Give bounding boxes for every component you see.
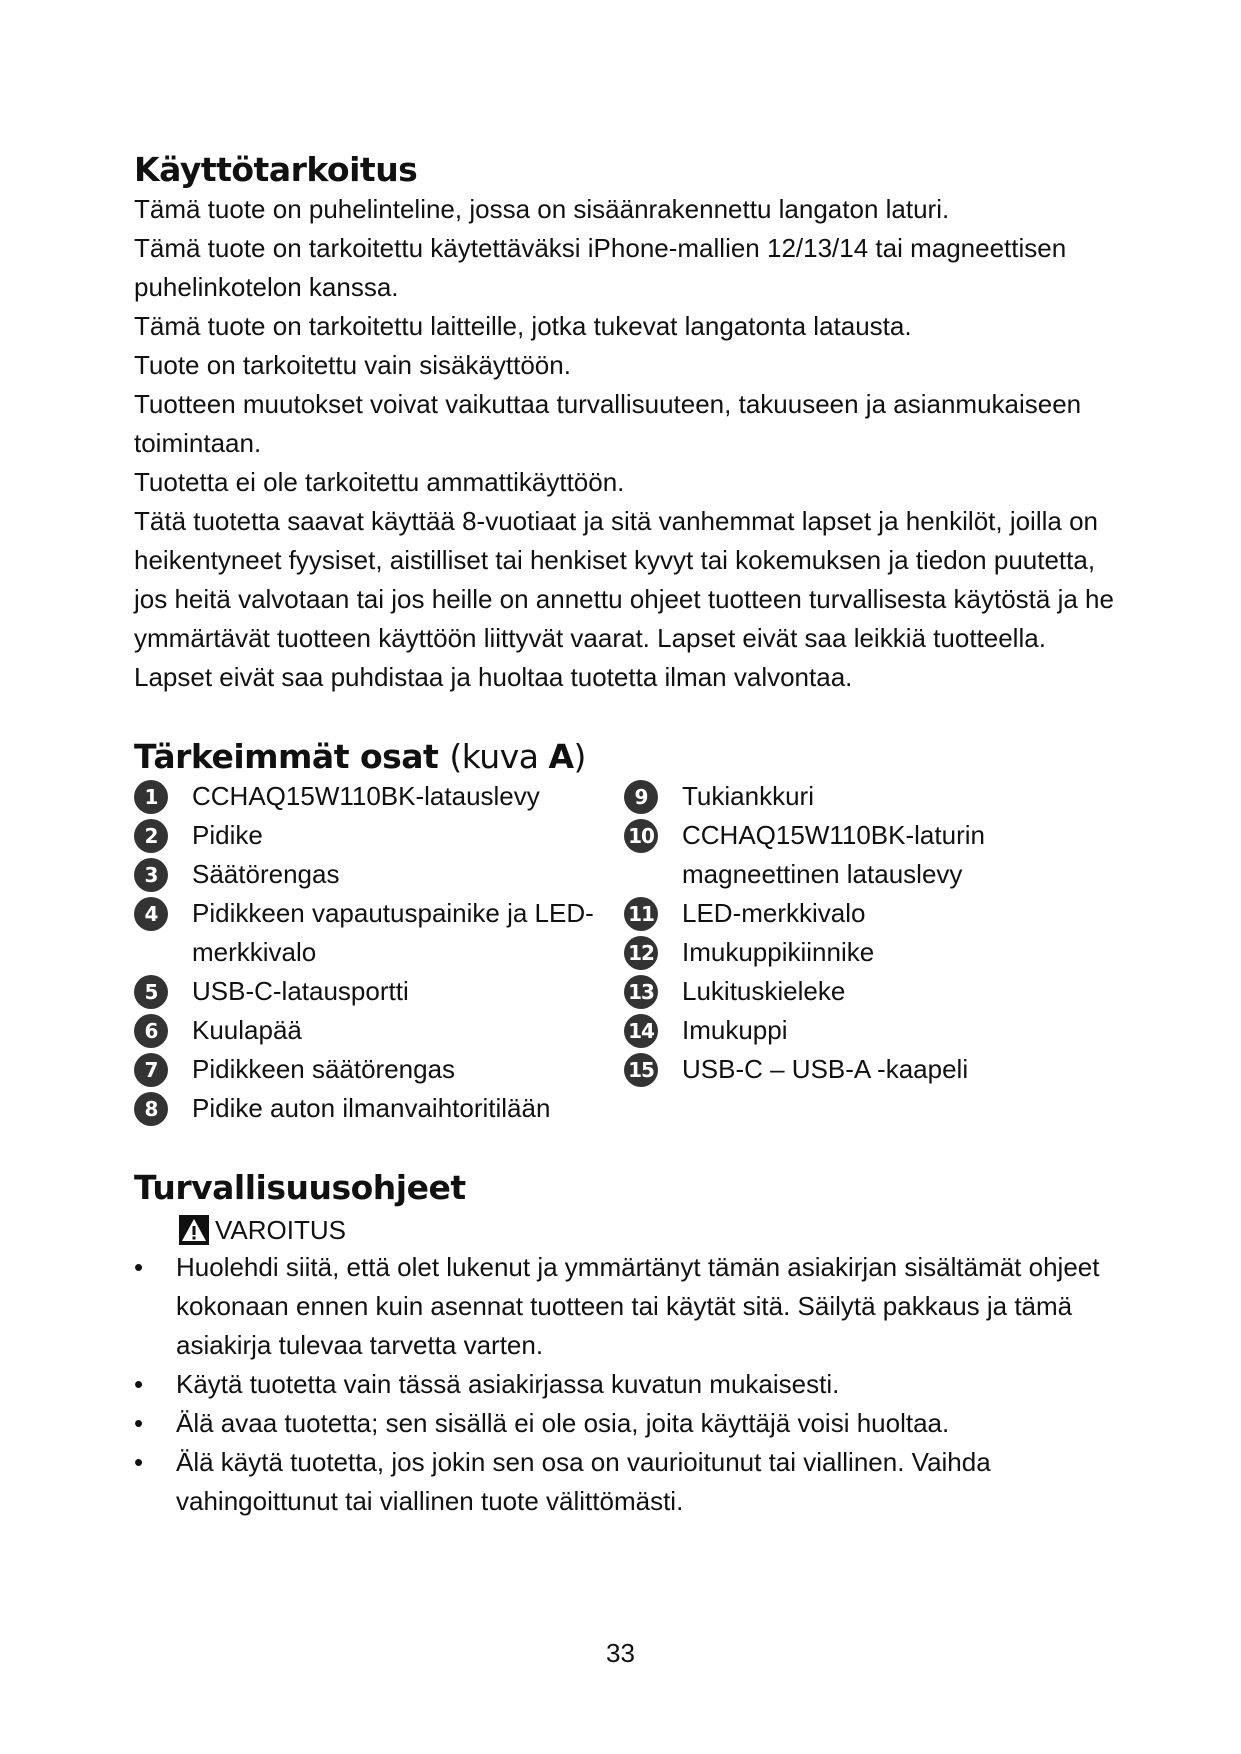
purpose-paragraph: Tätä tuotetta saavat käyttää 8-vuotiaat ja sitä vanhemmat lapset ja henkilöt, joilla on heikentyneet fyysiset, aistilliset tai henkiset kyvyt tai kokemuksen ja tiedon puutetta, jos heitä valvotaan tai jos heille on annettu ohjeet tuotteen turvallisesta käytöstä ja he ymmärtävät tuotteen käyttöön liittyvät vaarat. Lapset eivät saa leikkiä tuotteella. Lapset eivät saa puhdistaa ja huoltaa tuotetta ilman valvontaa. (134, 506, 1114, 692)
part-item (134, 1011, 624, 1050)
heading-safety: Turvallisuusohjeet (134, 1168, 466, 1207)
part-item (624, 816, 1114, 894)
part-item (134, 972, 624, 1011)
part-number-badge: 6 (134, 1014, 168, 1048)
parts-column-right (624, 777, 1114, 1128)
part-label: Pidikkeen vapautuspainike ja LED-merkkivalo (192, 898, 594, 967)
part-label: Imukuppi (682, 1015, 788, 1045)
safety-bullet-text: Käytä tuotetta vain tässä asiakirjassa kuvatun mukaisesti. (176, 1369, 840, 1399)
purpose-paragraph: Tuotetta ei ole tarkoitettu ammattikäyttöön. (134, 467, 625, 497)
part-number-badge: 11 (624, 897, 658, 931)
heading-parts-ref-close: ) (573, 737, 586, 776)
safety-bullet-item (134, 1248, 1114, 1365)
purpose-paragraph: Tuotteen muutokset voivat vaikuttaa turvallisuuteen, takuuseen ja asianmukaiseen toimintaan. (134, 389, 1082, 458)
part-item (624, 1050, 1114, 1089)
part-label: Imukuppikiinnike (682, 937, 875, 967)
bullet-dot: • (134, 1252, 144, 1282)
heading-parts-title: Tärkeimmät osat (134, 737, 439, 776)
safety-bullet-text: Huolehdi siitä, että olet lukenut ja ymmärtänyt tämän asiakirjan sisältämät ohjeet kokonaan ennen kuin asennat tuotteen tai käytät sitä. Säilytä pakkaus ja tämä asiakirja tulevaa tarvetta varten. (176, 1252, 1100, 1360)
part-item (624, 1011, 1114, 1050)
part-item (134, 816, 624, 855)
part-item (134, 855, 624, 894)
safety-bullets (134, 1248, 1114, 1521)
heading-purpose: Käyttötarkoitus (134, 150, 418, 189)
part-label: CCHAQ15W110BK-laturin magneettinen latauslevy (682, 820, 985, 889)
part-label: Pidike auton ilmanvaihtoritilään (192, 1093, 551, 1123)
bullet-dot: • (134, 1369, 144, 1399)
part-label: USB-C-latausportti (192, 976, 409, 1006)
heading-parts (134, 737, 1114, 777)
safety-bullet-item (134, 1404, 1114, 1443)
part-number-badge: 9 (624, 780, 658, 814)
part-label: Pidike (192, 820, 263, 850)
safety-bullet-text: Älä avaa tuotetta; sen sisällä ei ole osia, joita käyttäjä voisi huoltaa. (176, 1408, 950, 1438)
purpose-paragraph: Tämä tuote on tarkoitettu laitteille, jotka tukevat langatonta latausta. (134, 311, 912, 341)
bullet-dot: • (134, 1408, 144, 1438)
page-number: 33 (606, 1638, 635, 1668)
bullet-dot: • (134, 1447, 144, 1477)
safety-bullet-item (134, 1365, 1114, 1404)
part-item (624, 777, 1114, 816)
part-number-badge: 13 (624, 975, 658, 1009)
part-item (134, 1050, 624, 1089)
part-number-badge: 15 (624, 1053, 658, 1087)
warning-triangle-icon (179, 1215, 209, 1245)
part-label: Tukiankkuri (682, 781, 814, 811)
heading-parts-ref-letter: A (548, 737, 574, 776)
part-item (624, 933, 1114, 972)
part-label: Pidikkeen säätörengas (192, 1054, 456, 1084)
part-number-badge: 2 (134, 819, 168, 853)
warning-label-row (179, 1212, 1114, 1248)
document-page (134, 150, 1114, 1521)
purpose-body (134, 190, 1114, 697)
part-item (134, 1089, 624, 1128)
heading-parts-ref-open: (kuva (449, 737, 549, 776)
part-label: Säätörengas (192, 859, 340, 889)
part-number-badge: 3 (134, 858, 168, 892)
part-label: Lukituskieleke (682, 976, 846, 1006)
warning-label: VAROITUS (215, 1215, 346, 1245)
part-number-badge: 7 (134, 1053, 168, 1087)
part-number-badge: 12 (624, 936, 658, 970)
purpose-paragraph: Tuote on tarkoitettu vain sisäkäyttöön. (134, 350, 571, 380)
part-number-badge: 14 (624, 1014, 658, 1048)
part-item (134, 777, 624, 816)
part-number-badge: 5 (134, 975, 168, 1009)
purpose-paragraph: Tämä tuote on puhelinteline, jossa on sisäänrakennettu langaton laturi. (134, 194, 950, 224)
part-number-badge: 4 (134, 897, 168, 931)
part-label: CCHAQ15W110BK-latauslevy (192, 781, 540, 811)
part-number-badge: 8 (134, 1092, 168, 1126)
part-label: USB-C – USB-A -kaapeli (682, 1054, 969, 1084)
purpose-paragraph: Tämä tuote on tarkoitettu käytettäväksi iPhone-mallien 12/13/14 tai magneettisen puhelinkotelon kanssa. (134, 233, 1067, 302)
part-number-badge: 10 (624, 819, 658, 853)
part-number-badge: 1 (134, 780, 168, 814)
part-item (624, 972, 1114, 1011)
parts-list (134, 777, 1114, 1128)
safety-bullet-text: Älä käytä tuotetta, jos jokin sen osa on vaurioitunut tai viallinen. Vaihda vahingoittunut tai viallinen tuote välittömästi. (176, 1447, 991, 1516)
part-item (134, 894, 624, 972)
part-label: Kuulapää (192, 1015, 302, 1045)
part-item (624, 894, 1114, 933)
part-label: LED-merkkivalo (682, 898, 866, 928)
safety-bullet-item (134, 1443, 1114, 1521)
parts-column-left (134, 777, 624, 1128)
